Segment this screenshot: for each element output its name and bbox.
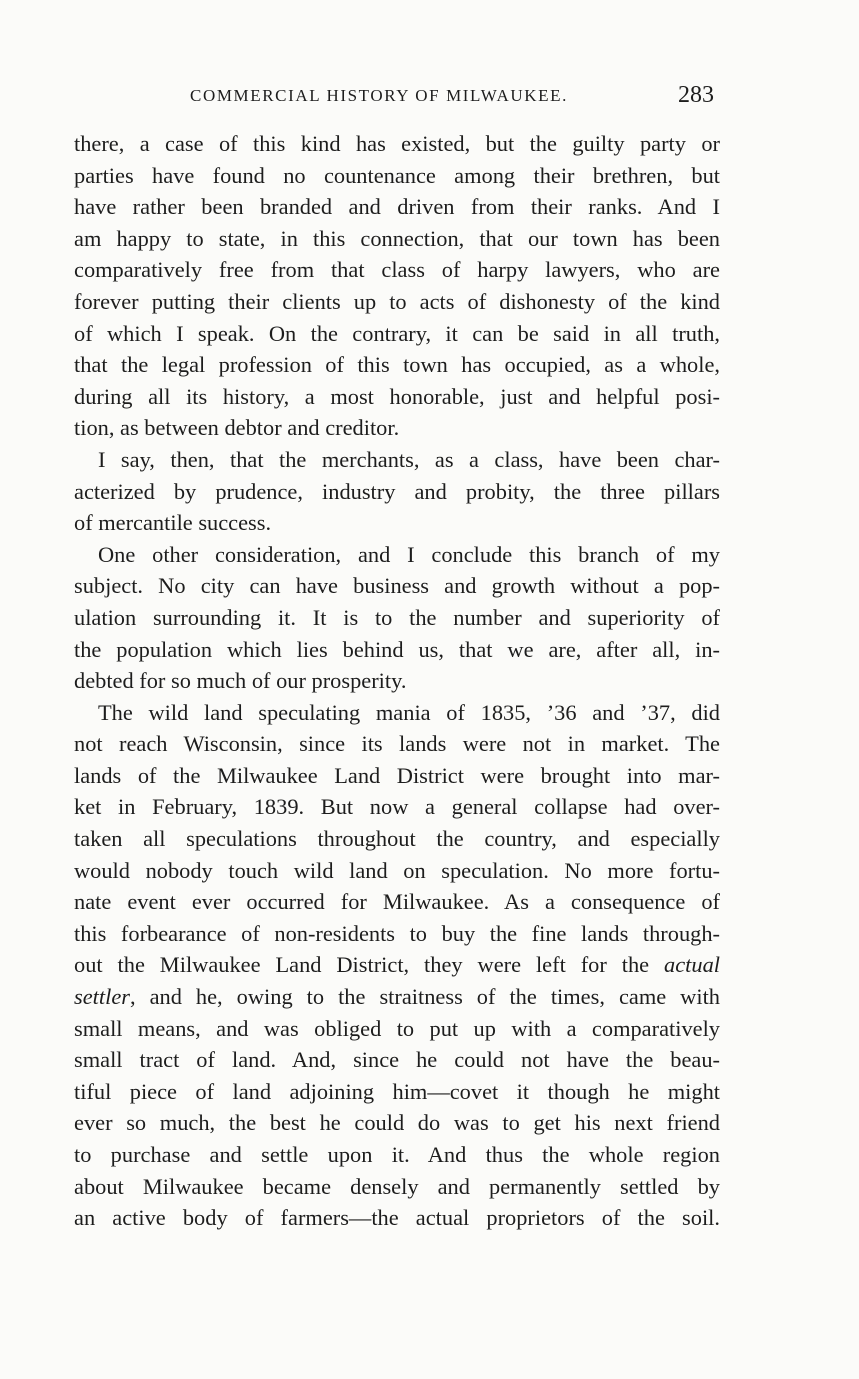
text-line: an active body of farmers—the actual proprietors of the soil. xyxy=(74,1205,720,1231)
text-line: small means, and was obliged to put up with a comparatively xyxy=(74,1015,720,1041)
italic-word: actual xyxy=(664,952,720,978)
text-line-with-italic xyxy=(74,949,720,981)
italic-word: settler xyxy=(74,984,130,1010)
text-line: nate event ever occurred for Milwaukee. As a consequence of xyxy=(74,889,720,915)
body-text xyxy=(74,128,720,1234)
text-line: am happy to state, in this connection, that our town has been xyxy=(74,225,720,251)
text-line: forever putting their clients up to acts of dishonesty of the kind xyxy=(74,288,720,314)
text-line: ket in February, 1839. But now a general collapse had over- xyxy=(74,794,720,820)
paragraph-3 xyxy=(74,539,720,697)
text-line: of which I speak. On the contrary, it can be said in all truth, xyxy=(74,320,720,346)
text-run: out the Milwaukee Land District, they were left for the xyxy=(74,952,650,978)
text-line: comparatively free from that class of harpy lawyers, who are xyxy=(74,257,720,283)
paragraph-1 xyxy=(74,128,720,444)
text-line: debted for so much of our prosperity. xyxy=(74,668,407,694)
text-line: have rather been branded and driven from their ranks. And I xyxy=(74,194,720,220)
page-number: 283 xyxy=(678,82,714,108)
text-line: would nobody touch wild land on speculation. No more fortu- xyxy=(74,857,720,883)
text-line: The wild land speculating mania of 1835, ’36 and ’37, did xyxy=(98,699,720,725)
text-line: tiful piece of land adjoining him—covet it though he might xyxy=(74,1078,720,1104)
text-line: tion, as between debtor and creditor. xyxy=(74,415,400,441)
text-line: during all its history, a most honorable, just and helpful posi- xyxy=(74,383,720,409)
text-line: subject. No city can have business and growth without a pop- xyxy=(74,573,720,599)
text-line: I say, then, that the merchants, as a class, have been char- xyxy=(98,446,720,472)
text-line: this forbearance of non-residents to buy the fine lands through- xyxy=(74,920,720,946)
text-line: the population which lies behind us, that we are, after all, in- xyxy=(74,636,720,662)
paragraph-2 xyxy=(74,444,720,539)
text-run: , and he, owing to the straitness of the times, came with xyxy=(129,984,720,1010)
text-line: acterized by prudence, industry and probity, the three pillars xyxy=(74,478,720,504)
text-line-with-italic xyxy=(74,981,720,1013)
text-line: One other consideration, and I conclude this branch of my xyxy=(98,541,720,567)
text-line: taken all speculations throughout the country, and especially xyxy=(74,826,720,852)
text-line: about Milwaukee became densely and permanently settled by xyxy=(74,1173,720,1199)
running-head xyxy=(74,82,716,112)
running-title: COMMERCIAL HISTORY OF MILWAUKEE. xyxy=(190,86,568,105)
text-line: ulation surrounding it. It is to the number and superiority of xyxy=(74,604,720,630)
text-line: there, a case of this kind has existed, but the guilty party or xyxy=(74,131,720,156)
text-line: ever so much, the best he could do was to get his next friend xyxy=(74,1110,720,1136)
text-line: that the legal profession of this town has occupied, as a whole, xyxy=(74,352,720,378)
paragraph-4 xyxy=(74,697,720,1234)
text-line: to purchase and settle upon it. And thus the whole region xyxy=(74,1142,720,1167)
text-line: parties have found no countenance among their brethren, but xyxy=(74,162,720,188)
text-line: lands of the Milwaukee Land District were brought into mar- xyxy=(74,762,720,788)
text-line: not reach Wisconsin, since its lands were not in market. The xyxy=(74,731,720,757)
text-line: of mercantile success. xyxy=(74,510,272,536)
text-line: small tract of land. And, since he could not have the beau- xyxy=(74,1047,720,1073)
